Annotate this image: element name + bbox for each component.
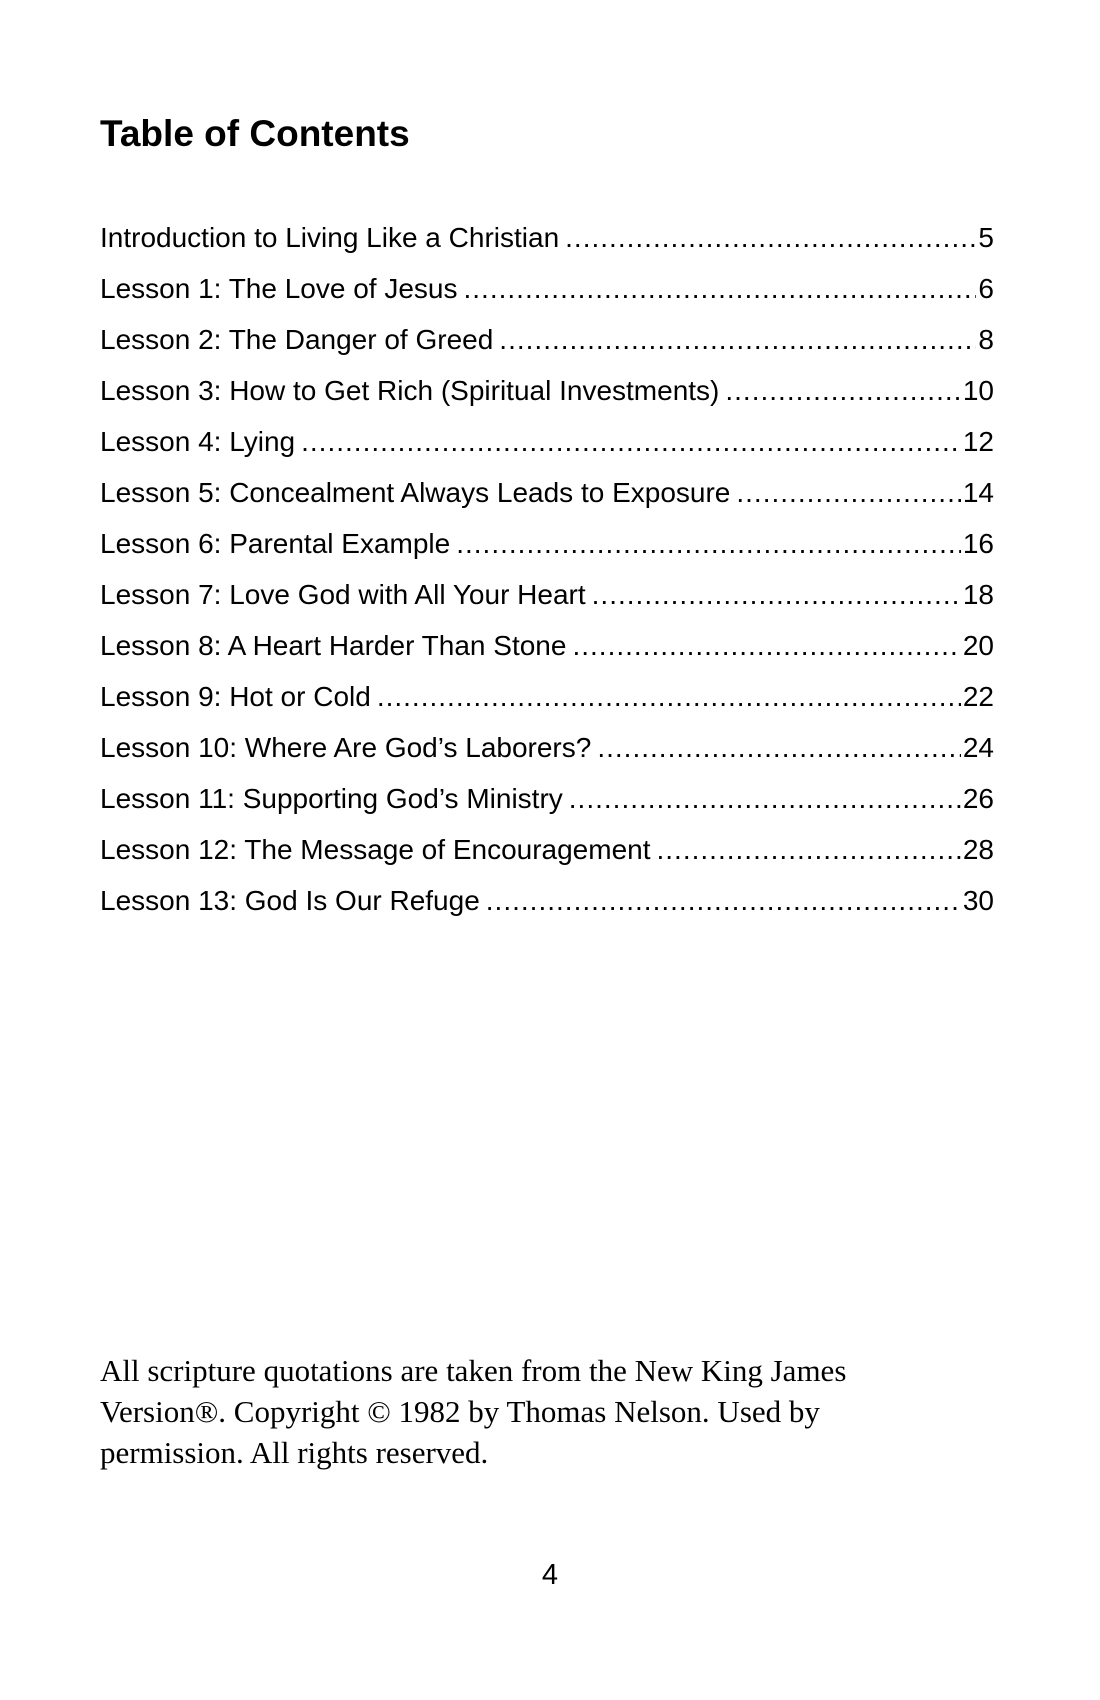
toc-entry[interactable]: [100, 569, 994, 620]
toc-entry-page: 22: [962, 681, 994, 712]
toc-entry-label: Lesson 2: The Danger of Greed: [100, 324, 494, 355]
toc-entry-label: Lesson 9: Hot or Cold: [100, 681, 371, 712]
toc-entry[interactable]: [100, 365, 994, 416]
toc-entry-page: 18: [962, 579, 994, 610]
toc-title: Table of Contents: [100, 113, 410, 154]
toc-entry[interactable]: [100, 824, 994, 875]
toc-entry[interactable]: [100, 620, 994, 671]
toc-entry-page: 12: [962, 426, 994, 457]
toc-entry-page: 6: [978, 273, 994, 304]
toc-entry[interactable]: [100, 416, 994, 467]
toc-dot-leader: [569, 773, 961, 824]
toc-entry[interactable]: [100, 773, 994, 824]
toc-entry[interactable]: [100, 314, 994, 365]
toc-entry[interactable]: [100, 722, 994, 773]
toc-entry-label: Lesson 12: The Message of Encouragement: [100, 834, 651, 865]
toc-entry-page: 24: [962, 732, 994, 763]
toc-dot-leader: [486, 875, 961, 926]
toc-list: [100, 212, 994, 926]
toc-dot-leader: [464, 263, 977, 314]
toc-entry[interactable]: [100, 263, 994, 314]
toc-entry-label: Lesson 6: Parental Example: [100, 528, 451, 559]
toc-entry-label: Lesson 11: Supporting God’s Ministry: [100, 783, 563, 814]
toc-dot-leader: [377, 671, 961, 722]
toc-entry-label: Lesson 10: Where Are God’s Laborers?: [100, 732, 592, 763]
toc-entry[interactable]: [100, 467, 994, 518]
toc-entry-page: 10: [962, 375, 994, 406]
toc-entry-label: Lesson 3: How to Get Rich (Spiritual Investments): [100, 375, 720, 406]
toc-dot-leader: [597, 722, 961, 773]
toc-dot-leader: [592, 569, 961, 620]
toc-entry-label: Lesson 4: Lying: [100, 426, 296, 457]
toc-entry-page: 20: [962, 630, 994, 661]
toc-entry-page: 5: [978, 222, 994, 253]
toc-dot-leader: [565, 212, 976, 263]
toc-entry-label: Introduction to Living Like a Christian: [100, 222, 560, 253]
toc-entry[interactable]: [100, 212, 994, 263]
toc-dot-leader: [572, 620, 960, 671]
toc-dot-leader: [301, 416, 961, 467]
toc-dot-leader: [456, 518, 961, 569]
toc-entry[interactable]: [100, 671, 994, 722]
toc-entry-page: 28: [962, 834, 994, 865]
toc-entry[interactable]: [100, 875, 994, 926]
toc-entry-label: Lesson 7: Love God with All Your Heart: [100, 579, 586, 610]
toc-dot-leader: [657, 824, 961, 875]
toc-entry-page: 30: [962, 885, 994, 916]
toc-dot-leader: [725, 365, 960, 416]
toc-entry-page: 14: [962, 477, 994, 508]
toc-dot-leader: [736, 467, 960, 518]
scripture-copyright-notice: All scripture quotations are taken from the New King James Version®. Copyright © 1982 by Thomas Nelson. Used by permission. All rights reserved.: [100, 1353, 847, 1470]
toc-entry-label: Lesson 13: God Is Our Refuge: [100, 885, 480, 916]
toc-entry-page: 26: [962, 783, 994, 814]
toc-entry-label: Lesson 5: Concealment Always Leads to Exposure: [100, 477, 731, 508]
page-number: 4: [541, 1559, 559, 1591]
toc-entry-label: Lesson 8: A Heart Harder Than Stone: [100, 630, 567, 661]
toc-entry[interactable]: [100, 518, 994, 569]
toc-entry-page: 16: [962, 528, 994, 559]
toc-entry-label: Lesson 1: The Love of Jesus: [100, 273, 458, 304]
toc-entry-page: 8: [978, 324, 994, 355]
toc-dot-leader: [499, 314, 976, 365]
